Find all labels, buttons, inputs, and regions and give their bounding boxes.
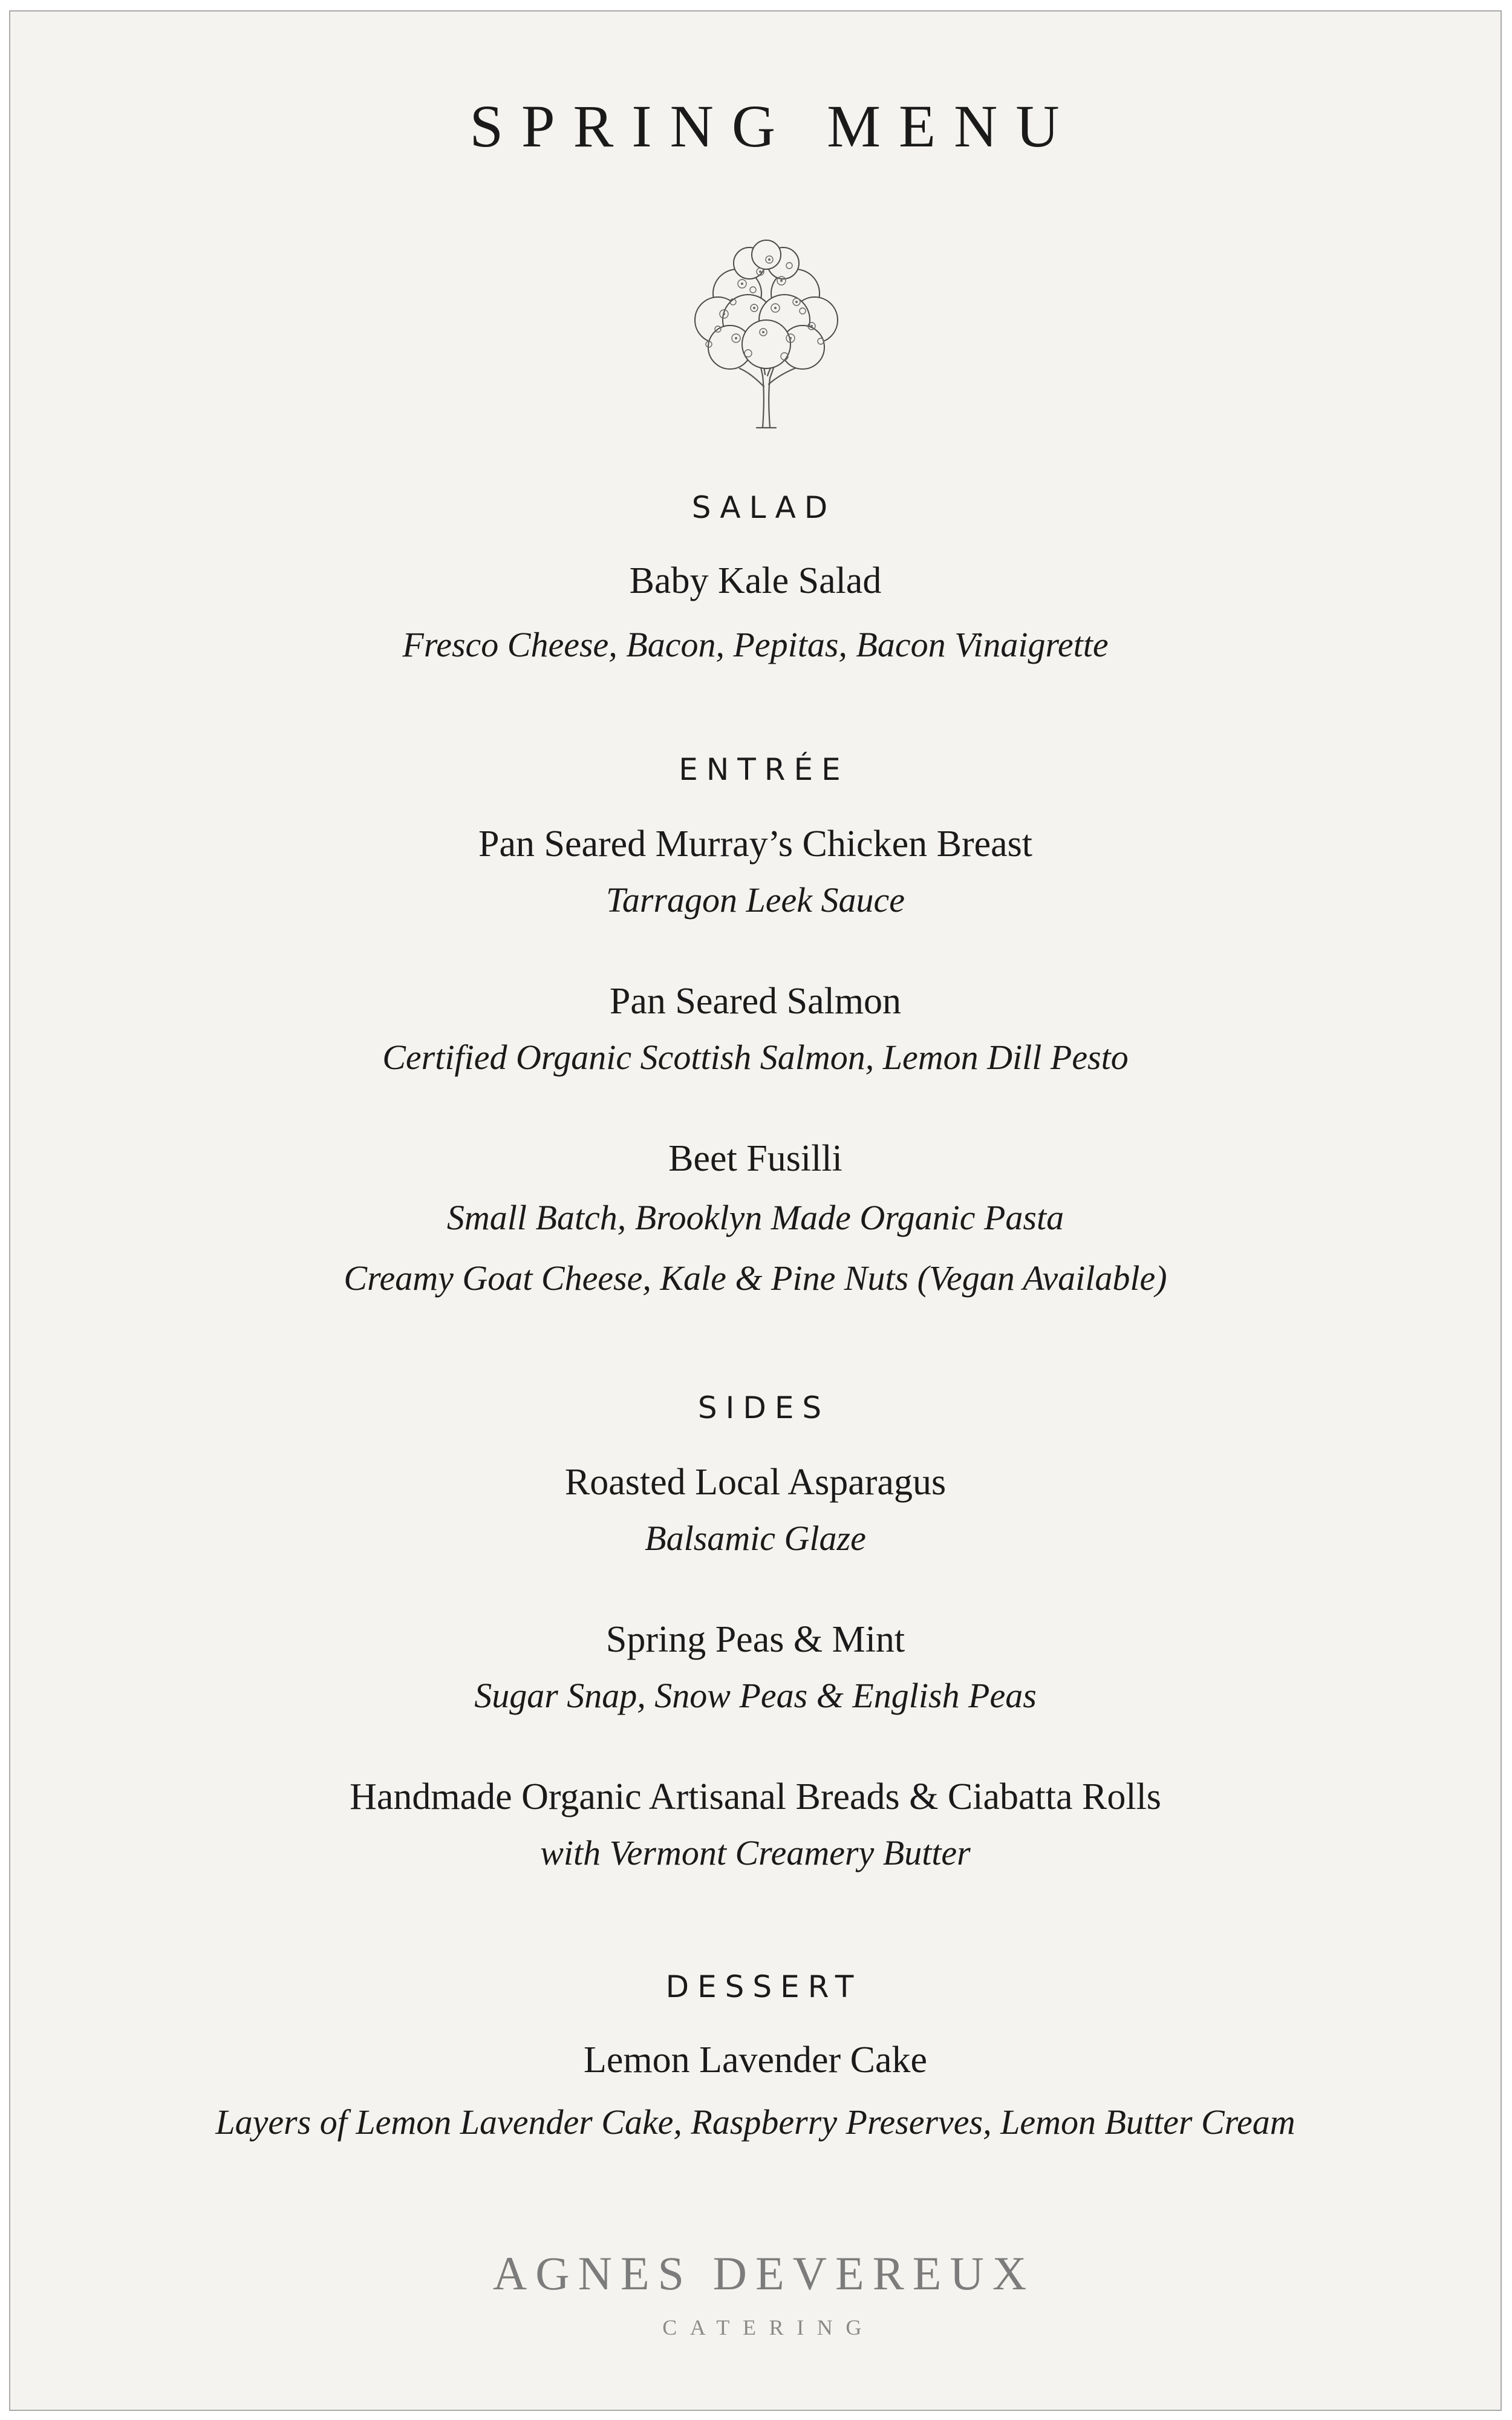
dish-name: Roasted Local Asparagus bbox=[564, 1462, 947, 1503]
dish-description: Layers of Lemon Lavender Cake, Raspberry Preserves, Lemon Butter Cream bbox=[215, 2102, 1295, 2142]
brand-name: AGNES DEVEREUX bbox=[492, 2247, 1035, 2300]
dish-name: Pan Seared Murray’s Chicken Breast bbox=[478, 823, 1032, 865]
dish-description: Creamy Goat Cheese, Kale & Pine Nuts (Vegan Available) bbox=[344, 1258, 1167, 1298]
section-label-dessert: DESSERT bbox=[665, 1969, 862, 2004]
section-label-salad: SALAD bbox=[691, 490, 836, 525]
menu-title: SPRING MENU bbox=[469, 93, 1078, 160]
dish-name: Lemon Lavender Cake bbox=[583, 2039, 928, 2081]
dish-description: Sugar Snap, Snow Peas & English Peas bbox=[474, 1676, 1037, 1715]
menu-card bbox=[9, 10, 1502, 2411]
dish-description: Fresco Cheese, Bacon, Pepitas, Bacon Vinaigrette bbox=[402, 625, 1109, 664]
section-label-entree: ENTRÉE bbox=[679, 752, 849, 787]
dish-name: Baby Kale Salad bbox=[629, 560, 882, 601]
dish-name: Handmade Organic Artisanal Breads & Ciabatta Rolls bbox=[350, 1776, 1161, 1817]
brand-tagline: CATERING bbox=[662, 2315, 875, 2340]
dish-name: Beet Fusilli bbox=[668, 1138, 842, 1179]
dish-description: Tarragon Leek Sauce bbox=[605, 880, 905, 920]
dish-description: Balsamic Glaze bbox=[645, 1519, 866, 1558]
tree-icon bbox=[682, 235, 851, 429]
dish-name: Spring Peas & Mint bbox=[605, 1619, 905, 1660]
section-label-sides: SIDES bbox=[697, 1390, 830, 1425]
dish-description: Certified Organic Scottish Salmon, Lemon Dill Pesto bbox=[382, 1038, 1129, 1077]
dish-description: with Vermont Creamery Butter bbox=[540, 1833, 971, 1872]
dish-name: Pan Seared Salmon bbox=[609, 981, 902, 1022]
dish-description: Small Batch, Brooklyn Made Organic Pasta bbox=[446, 1198, 1064, 1237]
